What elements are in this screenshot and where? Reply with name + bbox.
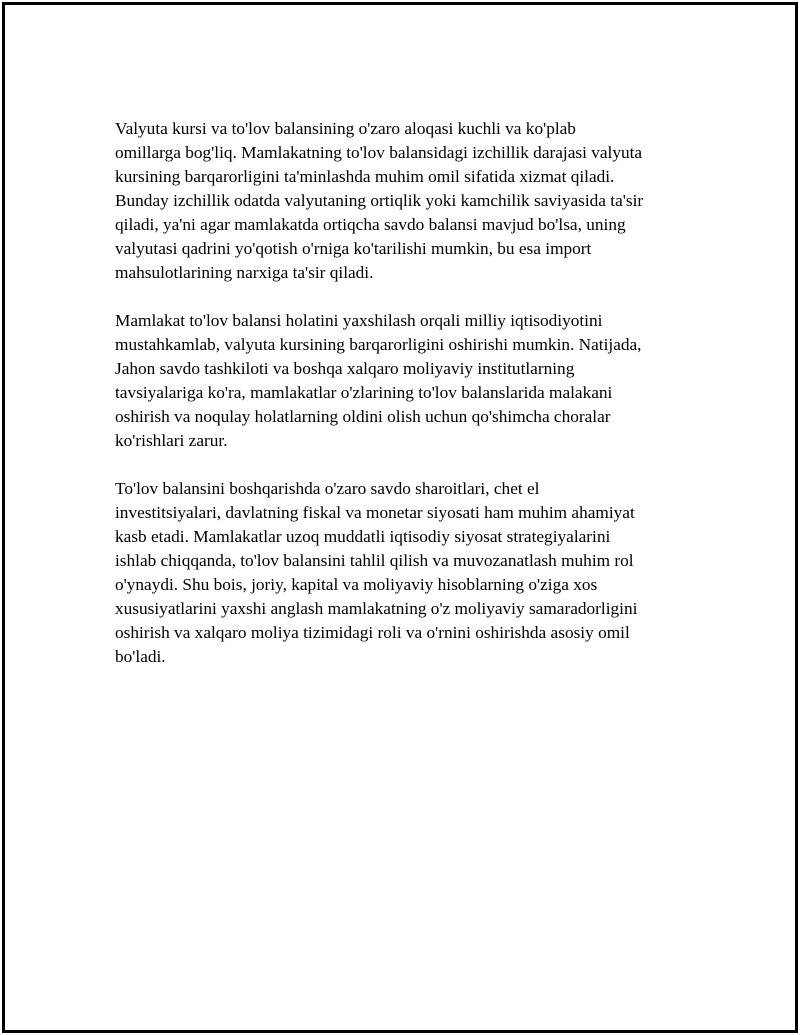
text-line: Mamlakat to'lov balansi holatini yaxshilash orqali milliy iqtisodiyotini — [115, 311, 603, 330]
text-line: oshirish va xalqaro moliya tizimidagi roli va o'rnini oshirishda asosiy omil — [115, 623, 630, 642]
text-line: bo'ladi. — [115, 647, 166, 666]
text-line: kursining barqarorligini ta'minlashda muhim omil sifatida xizmat qiladi. — [115, 167, 615, 186]
paragraph-2 — [115, 309, 690, 453]
text-line: mustahkamlab, valyuta kursining barqarorligini oshirishi mumkin. Natijada, — [115, 335, 642, 354]
text-line: oshirish va noqulay holatlarning oldini olish uchun qo'shimcha choralar — [115, 407, 611, 426]
text-line: kasb etadi. Mamlakatlar uzoq muddatli iqtisodiy siyosat strategiyalarini — [115, 527, 611, 546]
text-line: tavsiyalariga ko'ra, mamlakatlar o'zlarining to'lov balanslarida malakani — [115, 383, 613, 402]
paragraph-1 — [115, 117, 690, 285]
text-line: Bunday izchillik odatda valyutaning ortiqlik yoki kamchilik saviyasida ta'sir — [115, 191, 644, 210]
text-line: o'ynaydi. Shu bois, joriy, kapital va moliyaviy hisoblarning o'ziga xos — [115, 575, 598, 594]
text-line: Valyuta kursi va to'lov balansining o'zaro aloqasi kuchli va ko'plab — [115, 119, 576, 138]
text-line: ishlab chiqqanda, to'lov balansini tahlil qilish va muvozanatlash muhim rol — [115, 551, 634, 570]
text-line: To'lov balansini boshqarishda o'zaro savdo sharoitlari, chet el — [115, 479, 540, 498]
text-line: omillarga bog'liq. Mamlakatning to'lov balansidagi izchillik darajasi valyuta — [115, 143, 643, 162]
document-body — [115, 117, 690, 693]
paragraph-3 — [115, 477, 690, 669]
text-line: Jahon savdo tashkiloti va boshqa xalqaro moliyaviy institutlarning — [115, 359, 575, 378]
text-line: valyutasi qadrini yo'qotish o'rniga ko'tarilishi mumkin, bu esa import — [115, 239, 592, 258]
text-line: qiladi, ya'ni agar mamlakatda ortiqcha savdo balansi mavjud bo'lsa, uning — [115, 215, 626, 234]
text-line: mahsulotlarining narxiga ta'sir qiladi. — [115, 263, 374, 282]
text-line: xususiyatlarini yaxshi anglash mamlakatning o'z moliyaviy samaradorligini — [115, 599, 638, 618]
text-line: investitsiyalari, davlatning fiskal va monetar siyosati ham muhim ahamiyat — [115, 503, 635, 522]
text-line: ko'rishlari zarur. — [115, 431, 228, 450]
